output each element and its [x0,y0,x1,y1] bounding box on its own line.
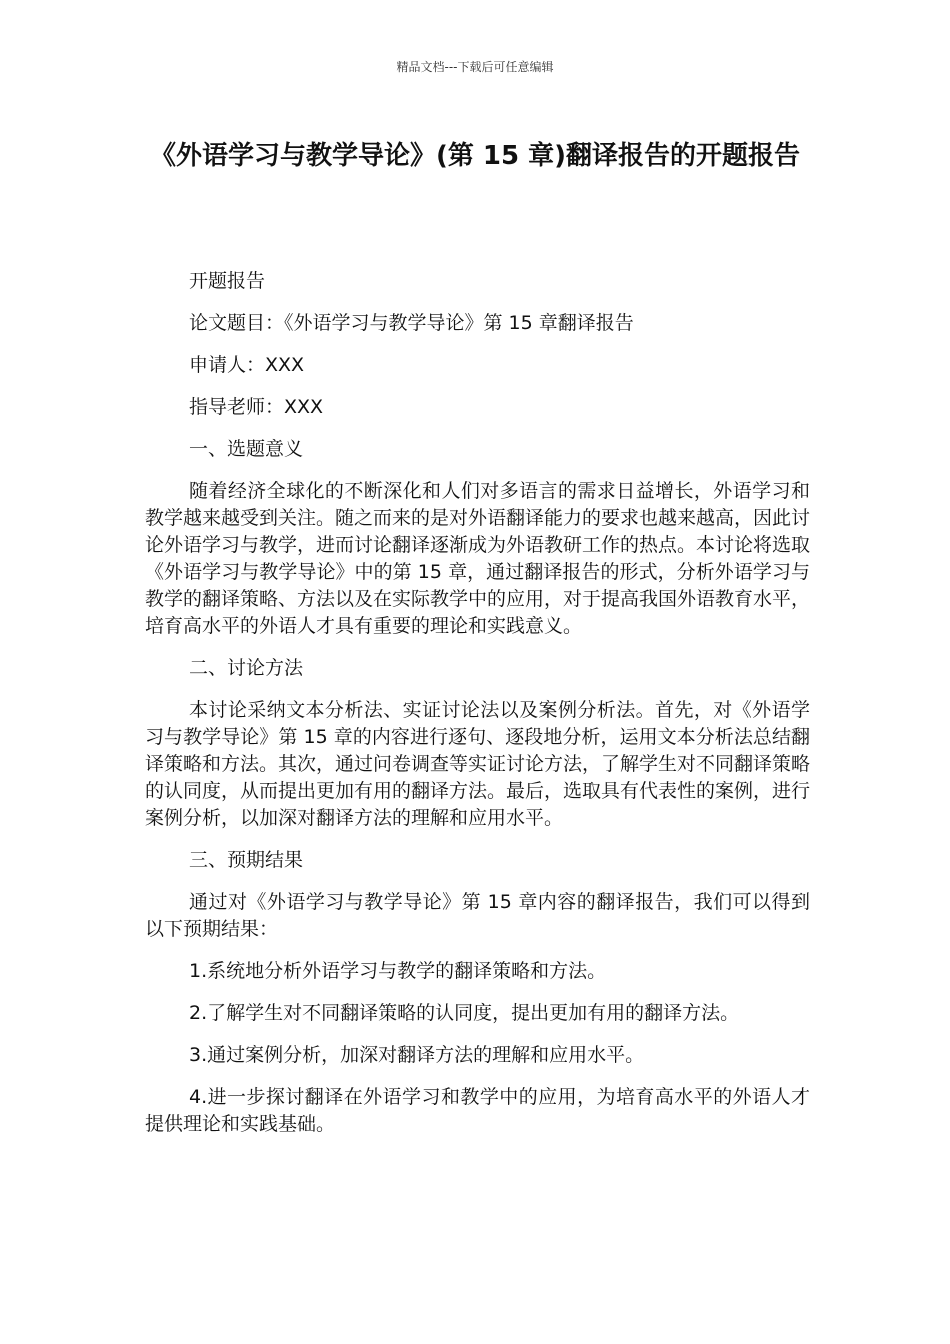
thesis-title: 论文题目：《外语学习与教学导论》第 15 章翻译报告 [189,312,634,334]
document-title: 《外语学习与教学导论》(第 15 章)翻译报告的开题报告 [149,141,801,171]
section2-heading: 二、讨论方法 [189,657,304,679]
applicant: 申请人：XXX [189,354,305,376]
result-item: 2.了解学生对不同翻译策略的认同度，提出更加有用的翻译方法。 [189,1002,740,1024]
section3-heading: 三、预期结果 [189,849,304,871]
report-heading: 开题报告 [189,270,266,292]
section1-heading: 一、选题意义 [189,438,304,460]
advisor: 指导老师：XXX [189,396,324,418]
header-note: 精品文档---下载后可任意编辑 [396,60,554,74]
document-body [145,268,810,1153]
result-item: 4.进一步探讨翻译在外语学习和教学中的应用，为培育高水平的外语人才提供理论和实践基础。 [145,1086,810,1135]
section2-body: 本讨论采纳文本分析法、实证讨论法以及案例分析法。首先，对《外语学习与教学导论》第 15 章的内容进行逐句、逐段地分析，运用文本分析法总结翻译策略和方法。其次，通过问卷调查等实证讨论方法，了解学生对不同翻译策略的认同度，从而提出更加有用的翻译方法。最后，选取具有代表性的案例，进行案例分析，以加深对翻译方法的理解和应用水平。 [145,699,811,829]
section3-intro: 通过对《外语学习与教学导论》第 15 章内容的翻译报告，我们可以得到以下预期结果： [145,891,810,940]
result-item: 1.系统地分析外语学习与教学的翻译策略和方法。 [189,960,607,982]
section1-body: 随着经济全球化的不断深化和人们对多语言的需求日益增长，外语学习和教学越来越受到关注。随之而来的是对外语翻译能力的要求也越来越高，因此讨论外语学习与教学，进而讨论翻译逐渐成为外语教研工作的热点。本讨论将选取《外语学习与教学导论》中的第 15 章，通过翻译报告的形式，分析外语学习与教学的翻译策略、方法以及在实际教学中的应用，对于提高我国外语教育水平，培育高水平的外语人才具有重要的理论和实践意义。 [145,480,811,637]
result-item: 3.通过案例分析，加深对翻译方法的理解和应用水平。 [189,1044,645,1066]
